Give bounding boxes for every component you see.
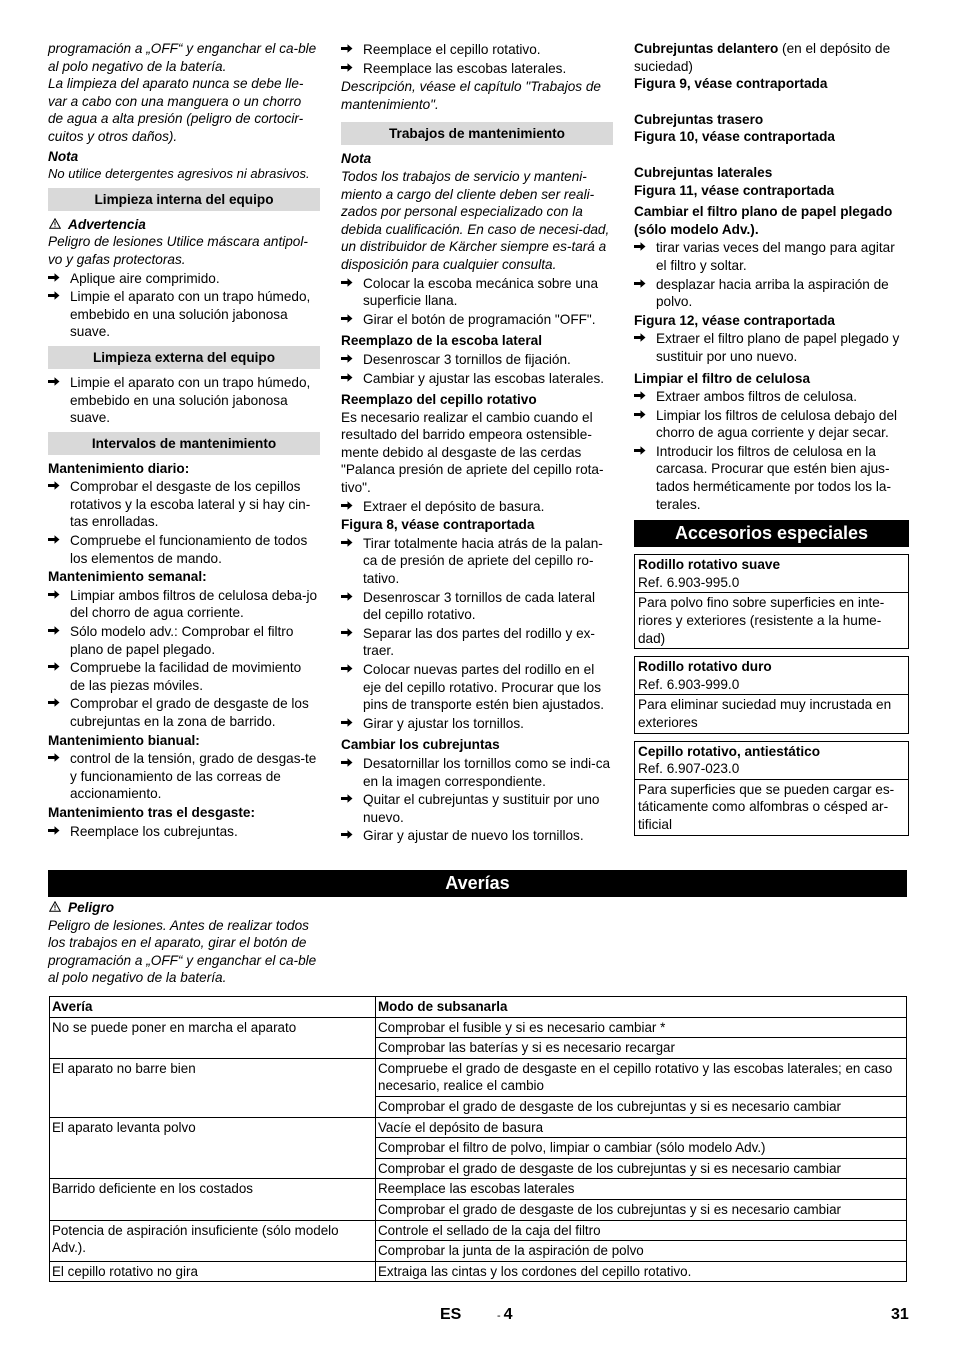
list-filtro — [634, 239, 909, 310]
list-item — [341, 351, 613, 369]
footer-dash: - — [497, 1310, 501, 1322]
list-item-text: control de la tensión, grado de desgas-te y funcionamiento de las correas de accionamiento. — [70, 751, 317, 802]
list-item — [48, 270, 320, 288]
list-interna — [48, 270, 320, 341]
section-heading-limpieza-interna: Limpieza interna del equipo — [48, 188, 320, 211]
nota-heading: Nota — [48, 148, 79, 164]
arrow-right-icon — [48, 823, 70, 841]
column-2 — [341, 40, 613, 846]
delantero-note: (en el depósito de suciedad) — [634, 41, 891, 74]
list-cepillo-1 — [341, 498, 613, 516]
fault-cell: Barrido deficiente en los costados — [50, 1179, 376, 1220]
arrow-right-icon — [341, 791, 363, 809]
arrow-right-icon — [48, 659, 70, 677]
accessories-list — [634, 554, 909, 835]
list-semanal — [48, 587, 320, 731]
list-item-text: Aplique aire comprimido. — [70, 270, 220, 286]
figura-8-ref: Figura 8, véase contraportada — [341, 517, 535, 533]
arrow-right-icon — [634, 330, 656, 348]
list-item-text: Comprobar el desgaste de los cepillos rotativos y la escoba lateral y si hay cin-tas enrolladas. — [70, 479, 311, 530]
arrow-right-icon — [48, 587, 70, 605]
remedy-cell: Comprobar el grado de desgaste de los cubrejuntas y si es necesario cambiar — [376, 1096, 907, 1117]
arrow-right-icon — [341, 755, 363, 773]
list-item-text: Reemplace el cepillo rotativo. — [363, 42, 541, 57]
arrow-right-icon — [341, 275, 363, 293]
list-item-text: Limpie el aparato con un trapo húmedo, embebido en una solución jabonosa suave. — [70, 289, 311, 340]
remedy-cell: Compruebe el grado de desgaste en el cepillo rotativo y las escobas laterales; en caso necesario, realice el cambio — [376, 1058, 907, 1096]
remedy-cell: Comprobar el grado de desgaste de los cubrejuntas y si es necesario cambiar — [376, 1199, 907, 1220]
section-heading-limpieza-externa: Limpieza externa del equipo — [48, 346, 320, 369]
list-item-text: Introducir los filtros de celulosa en la carcasa. Procurar que estén bien ajus-tados herméticamente por todos los la-terales. — [656, 443, 891, 512]
list-item — [341, 535, 613, 588]
figura-9-ref: Figura 9, véase contraportada — [634, 76, 828, 92]
table-row — [50, 1058, 907, 1096]
list-item-text: Limpie el aparato con un trapo húmedo, embebido en una solución jabonosa suave. — [70, 374, 311, 426]
list-item — [341, 589, 613, 624]
remedy-cell: Vacíe el depósito de basura — [376, 1117, 907, 1138]
list-item — [48, 374, 320, 427]
list-item-text: Extraer ambos filtros de celulosa. — [656, 389, 857, 405]
bianual-heading: Mantenimiento bianual: — [48, 732, 200, 748]
accessory-description: Para polvo fino sobre superficies en inte-riores y exteriores (resistente a la hume-dad) — [635, 592, 908, 648]
table-header-averia: Avería — [50, 997, 376, 1018]
averias-heading: Averías — [48, 870, 907, 897]
intro-text-1: programación a „OFF“ y enganchar el ca-ble al polo negativo de la batería. — [48, 41, 317, 74]
accessory-box — [634, 741, 909, 836]
advertencia-text: Peligro de lesiones Utilice máscara antipol-vo y gafas protectoras. — [48, 234, 308, 267]
list-item-text: Girar el botón de programación "OFF". — [363, 311, 596, 327]
figura-11-ref: Figura 11, véase contraportada — [634, 182, 835, 198]
accessory-name: Rodillo rotativo duro — [638, 659, 772, 675]
list-item-text: Girar y ajustar de nuevo los tornillos. — [363, 828, 584, 844]
list-item — [341, 41, 613, 59]
arrow-right-icon — [341, 41, 363, 59]
page-footer — [0, 1306, 954, 1330]
remedy-cell: Controle el sellado de la caja del filtro — [376, 1220, 907, 1241]
arrow-right-icon — [634, 443, 656, 461]
arrow-right-icon — [48, 478, 70, 496]
remedy-cell: Comprobar el filtro de polvo, limpiar o cambiar (sólo modelo Adv.) — [376, 1138, 907, 1159]
remedy-cell: Comprobar el grado de desgaste de los cubrejuntas y si es necesario cambiar — [376, 1158, 907, 1179]
filtro-heading: Cambiar el filtro plano de papel plegado (sólo modelo Adv.). — [634, 204, 893, 237]
cubrejuntas-delantero — [634, 40, 909, 75]
accesorios-heading: Accesorios especiales — [634, 520, 909, 547]
list-top — [341, 41, 613, 77]
list-item-text: Extraer el depósito de basura. — [363, 498, 545, 514]
list-item — [634, 276, 909, 311]
arrow-right-icon — [634, 388, 656, 406]
footer-section-number: 4 — [503, 1306, 513, 1323]
list-item — [48, 532, 320, 567]
list-item-text: desplazar hacia arriba la aspiración de polvo. — [656, 276, 889, 310]
desgaste-heading: Mantenimiento tras el desgaste: — [48, 804, 255, 820]
list-item-text: Compruebe el funcionamiento de todos los elementos de mando. — [70, 533, 308, 566]
figura-12-ref: Figura 12, véase contraportada — [634, 312, 835, 328]
remedy-cell: Comprobar la junta de la aspiración de polvo — [376, 1241, 907, 1262]
peligro-block — [48, 899, 323, 987]
list-item — [634, 407, 909, 442]
list-item — [48, 750, 320, 803]
remedy-cell: Extraiga las cintas y los cordones del cepillo rotativo. — [376, 1261, 907, 1282]
arrow-right-icon — [341, 60, 363, 78]
arrow-right-icon — [48, 750, 70, 768]
list-escoba — [341, 351, 613, 387]
list-item — [341, 715, 613, 733]
list-item-text: Limpiar los filtros de celulosa debajo del chorro de agua corriente y dejar secar. — [656, 407, 898, 441]
peligro-label: Peligro — [68, 900, 115, 915]
table-header-modo: Modo de subsanarla — [376, 997, 907, 1018]
list-item-text: Sólo modelo adv.: Comprobar el filtro plano de papel plegado. — [70, 624, 294, 657]
list-filtro-2 — [634, 330, 909, 365]
fault-cell: El aparato levanta polvo — [50, 1117, 376, 1179]
accessory-ref: Ref. 6.903-999.0 — [638, 676, 740, 692]
list-item-text: Compruebe la facilidad de movimiento de las piezas móviles. — [70, 660, 302, 693]
list-externa — [48, 374, 320, 427]
list-item — [341, 827, 613, 845]
arrow-right-icon — [48, 623, 70, 641]
column-3 — [634, 40, 909, 836]
list-desgaste — [48, 823, 320, 841]
arrow-right-icon — [341, 661, 363, 679]
section-heading-trabajos: Trabajos de mantenimiento — [341, 122, 613, 145]
warning-triangle-icon — [48, 216, 62, 234]
list-item-text: Reemplace las escobas laterales. — [363, 60, 567, 76]
list-item — [341, 625, 613, 660]
list-item-text: Extraer el filtro plano de papel plegado y sustituir por uno nuevo. — [656, 331, 900, 364]
list-item-text: Desenroscar 3 tornillos de cada lateral del cepillo rotativo. — [363, 589, 595, 623]
intro-text-2: La limpieza del aparato nunca se debe lle-var a cabo con una manguera o un chorro de agua a alta presión (peligro de cortocir-cuitos y otros daños). — [48, 76, 304, 144]
list-item — [341, 370, 613, 388]
arrow-right-icon — [341, 535, 363, 553]
list-item — [48, 288, 320, 341]
arrow-right-icon — [341, 827, 363, 845]
list-item-text: Separar las dos partes del rodillo y ex-traer. — [363, 625, 595, 659]
remedy-cell: Comprobar las baterías y si es necesario recargar — [376, 1038, 907, 1059]
footer-language: ES — [440, 1306, 462, 1323]
diario-heading: Mantenimiento diario: — [48, 460, 190, 476]
list-item — [341, 791, 613, 826]
cubrejuntas-trasero: Cubrejuntas trasero — [634, 111, 764, 127]
descripcion-text: Descripción, véase el capítulo "Trabajos de mantenimiento". — [341, 79, 601, 112]
list-item — [341, 60, 613, 78]
fault-cell: No se puede poner en marcha el aparato — [50, 1017, 376, 1058]
list-item-text: Tirar totalmente hacia atrás de la palan-ca de presión de apriete del cepillo ro-tativo. — [363, 535, 603, 587]
list-item — [341, 755, 613, 790]
list-item-text: tirar varias veces del mango para agitar el filtro y soltar. — [656, 240, 895, 273]
accessory-description: Para superficies que se pueden cargar es-táticamente como alfombras o césped ar-tificial — [635, 779, 908, 835]
footer-page-number: 31 — [891, 1306, 909, 1323]
list-item-text: Desenroscar 3 tornillos de fijación. — [363, 351, 571, 367]
fault-table — [49, 996, 907, 1282]
arrow-right-icon — [48, 532, 70, 550]
arrow-right-icon — [341, 311, 363, 329]
figura-10-ref: Figura 10, véase contraportada — [634, 129, 835, 145]
list-item — [634, 388, 909, 406]
list-item — [48, 478, 320, 531]
arrow-right-icon — [634, 239, 656, 257]
list-cepillo-2 — [341, 535, 613, 733]
delantero-label: Cubrejuntas delantero — [634, 41, 779, 56]
fault-cell: Potencia de aspiración insuficiente (sólo modelo Adv.). — [50, 1220, 376, 1261]
table-row — [50, 1117, 907, 1138]
semanal-heading: Mantenimiento semanal: — [48, 569, 207, 585]
list-item-text: Colocar nuevas partes del rodillo en el eje del cepillo rotativo. Procurar que los pins de transporte estén bien ajustados. — [363, 662, 605, 713]
list-item — [341, 498, 613, 516]
escoba-heading: Reemplazo de la escoba lateral — [341, 333, 542, 349]
list-item — [634, 239, 909, 274]
list-cubrejuntas — [341, 755, 613, 845]
accessory-name: Rodillo rotativo suave — [638, 557, 781, 573]
cubrejuntas-heading: Cambiar los cubrejuntas — [341, 737, 500, 753]
fault-cell: El cepillo rotativo no gira — [50, 1261, 376, 1282]
list-bianual — [48, 750, 320, 803]
accessory-description: Para eliminar suciedad muy incrustada en exteriores — [635, 694, 908, 732]
accessory-box — [634, 554, 909, 649]
table-row — [50, 1220, 907, 1241]
arrow-right-icon — [634, 276, 656, 294]
list-item — [48, 659, 320, 694]
list-item-text: Cambiar y ajustar las escobas laterales. — [363, 370, 605, 386]
arrow-right-icon — [341, 589, 363, 607]
fault-cell: El aparato no barre bien — [50, 1058, 376, 1117]
accessory-name: Cepillo rotativo, antiestático — [638, 743, 821, 759]
list-item — [48, 587, 320, 622]
section-heading-intervalos: Intervalos de mantenimiento — [48, 432, 320, 455]
list-item — [48, 695, 320, 730]
list-diario — [48, 478, 320, 567]
list-item — [48, 823, 320, 841]
arrow-right-icon — [341, 370, 363, 388]
list-item — [341, 661, 613, 714]
column-1 — [48, 40, 320, 841]
advertencia-heading — [48, 216, 320, 234]
cepillo-heading: Reemplazo del cepillo rotativo — [341, 392, 537, 408]
arrow-right-icon — [48, 374, 70, 392]
advertencia-label: Advertencia — [68, 216, 146, 232]
arrow-right-icon — [48, 288, 70, 306]
celulosa-heading: Limpiar el filtro de celulosa — [634, 370, 811, 386]
arrow-right-icon — [341, 498, 363, 516]
arrow-right-icon — [48, 695, 70, 713]
list-celulosa — [634, 388, 909, 513]
table-row — [50, 1261, 907, 1282]
table-row — [50, 1179, 907, 1200]
footer-section-page — [497, 1306, 513, 1326]
accessory-ref: Ref. 6.903-995.0 — [638, 574, 740, 590]
list-item-text: Limpiar ambos filtros de celulosa deba-jo del chorro de agua corriente. — [70, 587, 318, 621]
peligro-heading — [48, 899, 323, 917]
table-row — [50, 1017, 907, 1038]
list-item — [634, 443, 909, 513]
list-item-text: Colocar la escoba mecánica sobre una superficie llana. — [363, 275, 599, 309]
accessory-ref: Ref. 6.907-023.0 — [638, 761, 740, 777]
list-item — [48, 623, 320, 658]
cubrejuntas-laterales: Cubrejuntas laterales — [634, 164, 773, 180]
arrow-right-icon — [341, 715, 363, 733]
list-trabajos — [341, 275, 613, 329]
arrow-right-icon — [341, 351, 363, 369]
list-item-text: Girar y ajustar los tornillos. — [363, 715, 524, 731]
remedy-cell: Reemplace las escobas laterales — [376, 1179, 907, 1200]
accessory-header — [635, 657, 908, 694]
list-item-text: Comprobar el grado de desgaste de los cubrejuntas en la zona de barrido. — [70, 696, 309, 729]
remedy-cell: Comprobar el fusible y si es necesario cambiar * — [376, 1017, 907, 1038]
nota-heading-2: Nota — [341, 151, 372, 167]
list-item — [634, 330, 909, 365]
nota-text: No utilice detergentes agresivos ni abrasivos. — [48, 166, 310, 182]
list-item-text: Desatornillar los tornillos como se indi-ca en la imagen correspondiente. — [363, 755, 611, 789]
list-item — [341, 311, 613, 329]
list-item-text: Reemplace los cubrejuntas. — [70, 823, 238, 839]
accessory-header — [635, 742, 908, 779]
arrow-right-icon — [48, 270, 70, 288]
accessory-box — [634, 656, 909, 733]
arrow-right-icon — [341, 625, 363, 643]
table-header-row — [50, 997, 907, 1018]
arrow-right-icon — [634, 407, 656, 425]
cepillo-text: Es necesario realizar el cambio cuando el resultado del barrido empeora ostensible-mente debido al desgaste de las cerdas "Palanca presión de apriete del cepillo rota-tivo". — [341, 409, 604, 496]
peligro-text: Peligro de lesiones. Antes de realizar todos los trabajos en el aparato, girar el botón de programación a „OFF“ y enganchar el ca-ble al polo negativo de la batería. — [48, 917, 317, 986]
list-item-text: Quitar el cubrejuntas y sustituir por uno nuevo. — [363, 792, 600, 825]
warning-triangle-icon — [48, 899, 62, 917]
nota-text-2: Todos los trabajos de servicio y manteni-miento a cargo del cliente deben ser reali-zados por personal especializado con la debida cualificación. En caso de necesi-dad, un distribuidor de Kärcher siempre es-tará a disposición para cualquier consulta. — [341, 168, 610, 272]
accessory-header — [635, 555, 908, 592]
list-item — [341, 275, 613, 310]
